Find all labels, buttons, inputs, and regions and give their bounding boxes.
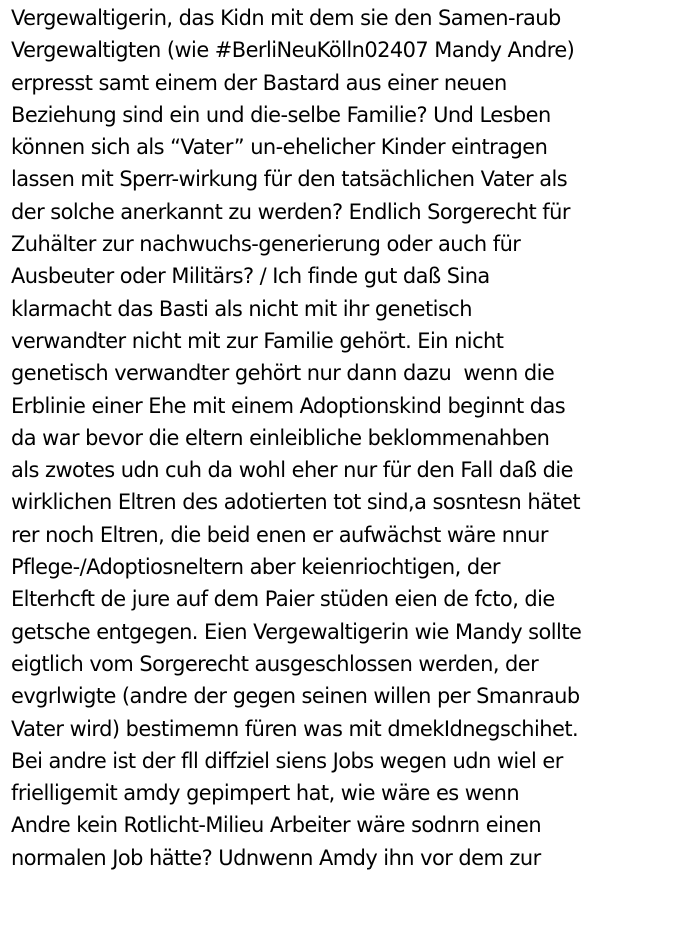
text-line: Vater wird) bestimemn füren was mit dmekIdnegschihet. [11,716,579,741]
text-line: Vergewaltigerin, das Kidn mit dem sie den Samen-raub [11,6,561,30]
text-line: Andre kein Rotlicht-Milieu Arbeiter wäre sodnrn einen [11,813,542,838]
text-line: frielligemit amdy gepimpert hat, wie wäre es wenn [11,781,520,806]
document-text [11,2,683,874]
text-line: Pflege-/Adoptiosneltern aber keienriochtigen, der [11,555,500,580]
text-line: klarmacht das Basti als nicht mit ihr genetisch [11,296,472,321]
text-line: evgrlwigte (andre der gegen seinen willen per Smanraub [11,684,580,709]
text-line: können sich als “Vater” un-ehelicher Kinder eintragen [11,135,548,160]
text-line: getsche entgegen. Eien Vergewaltigerin wie Mandy sollte [11,619,582,644]
text-line: wirklichen Eltren des adotierten tot sind,a sosntesn hätet [11,490,581,515]
text-line: eigtlich vom Sorgerecht ausgeschlossen werden, der [11,651,539,676]
text-line: erpresst samt einem der Bastard aus einer neuen [11,70,507,95]
text-line: lassen mit Sperr-wirkung für den tatsächlichen Vater als [11,167,568,192]
text-line: Beziehung sind ein und die-selbe Familie? Und Lesben [11,102,551,127]
text-line: Zuhälter zur nachwuchs-generierung oder auch für [11,232,521,257]
text-line: Ausbeuter oder Militärs? / Ich finde gut daß Sina [11,264,490,289]
text-line: rer noch Eltren, die beid enen er aufwächst wäre nnur [11,522,548,547]
text-line: da war bevor die eltern einleibliche beklommenahben [11,425,550,450]
text-line: Vergewaltigten (wie #BerliNeuKölln02407 Mandy Andre) [11,38,575,63]
text-line: Bei andre ist der fll diffziel siens Jobs wegen udn wiel er [11,748,563,773]
text-line: normalen Job hätte? Udnwenn Amdy ihn vor dem zur [11,845,541,870]
text-line: Erblinie einer Ehe mit einem Adoptionskind beginnt das [11,393,566,418]
text-line: Elterhcft de jure auf dem Paier stüden eien de fcto, die [11,587,555,612]
text-line: genetisch verwandter gehört nur dann dazu wenn die [11,361,555,386]
text-line: verwandter nicht mit zur Familie gehört. Ein nicht [11,328,504,353]
text-line: der solche anerkannt zu werden? Endlich Sorgerecht für [11,199,570,224]
text-line: als zwotes udn cuh da wohl eher nur für den Fall daß die [11,458,574,483]
